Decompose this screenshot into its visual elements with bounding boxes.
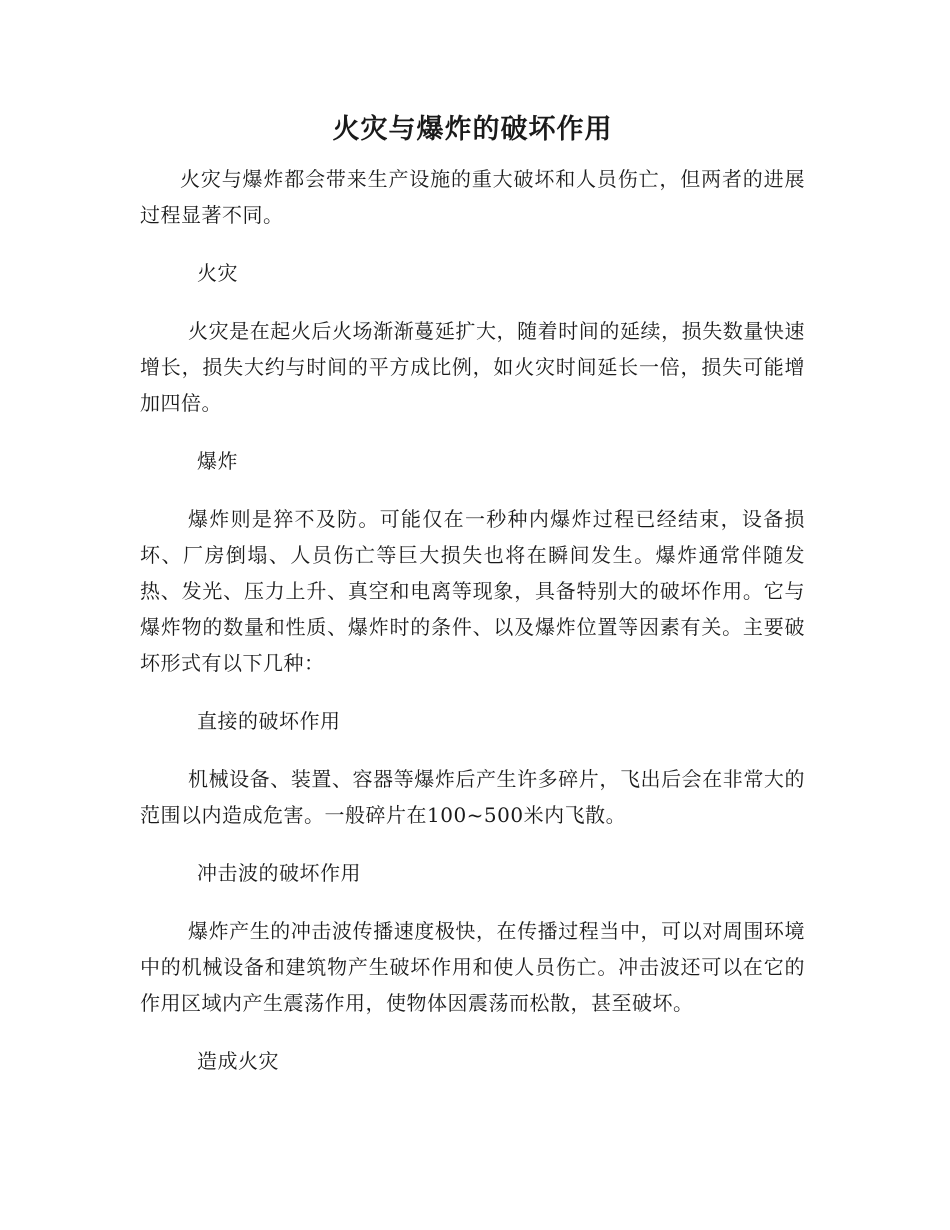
section-heading-fire: 火灾 xyxy=(197,261,238,286)
section-body-direct-damage: 机械设备、装置、容器等爆炸后产生许多碎片，飞出后会在非常大的范围以内造成危害。一般碎片在100~500米内飞散。 xyxy=(140,767,805,828)
section-body-fire: 火灾是在起火后火场渐渐蔓延扩大，随着时间的延续，损失数量快速增长，损失大约与时间的平方成比例，如火灾时间延长一倍，损失可能增加四倍。 xyxy=(140,319,805,416)
section-body-shockwave: 爆炸产生的冲击波传播速度极快，在传播过程当中，可以对周围环境中的机械设备和建筑物产生破坏作用和使人员伤亡。冲击波还可以在它的作用区域内产生震荡作用，使物体因震荡而松散，甚至破坏。 xyxy=(140,919,805,1016)
section-heading-cause-fire: 造成火灾 xyxy=(197,1049,279,1074)
section-body-explosion: 爆炸则是猝不及防。可能仅在一秒种内爆炸过程已经结束，设备损坏、厂房倒塌、人员伤亡等巨大损失也将在瞬间发生。爆炸通常伴随发热、发光、压力上升、真空和电离等现象，具备特别大的破坏作用。它与爆炸物的数量和性质、爆炸时的条件、以及爆炸位置等因素有关。主要破坏形式有以下几种： xyxy=(140,507,805,676)
document-title: 火灾与爆炸的破坏作用 xyxy=(332,114,613,145)
section-heading-direct-damage: 直接的破坏作用 xyxy=(197,709,341,734)
section-heading-explosion: 爆炸 xyxy=(197,449,238,474)
document-page xyxy=(140,112,805,1101)
section-heading-shockwave: 冲击波的破坏作用 xyxy=(197,861,361,886)
intro-paragraph: 火灾与爆炸都会带来生产设施的重大破坏和人员伤亡，但两者的进展过程显著不同。 xyxy=(140,167,805,228)
